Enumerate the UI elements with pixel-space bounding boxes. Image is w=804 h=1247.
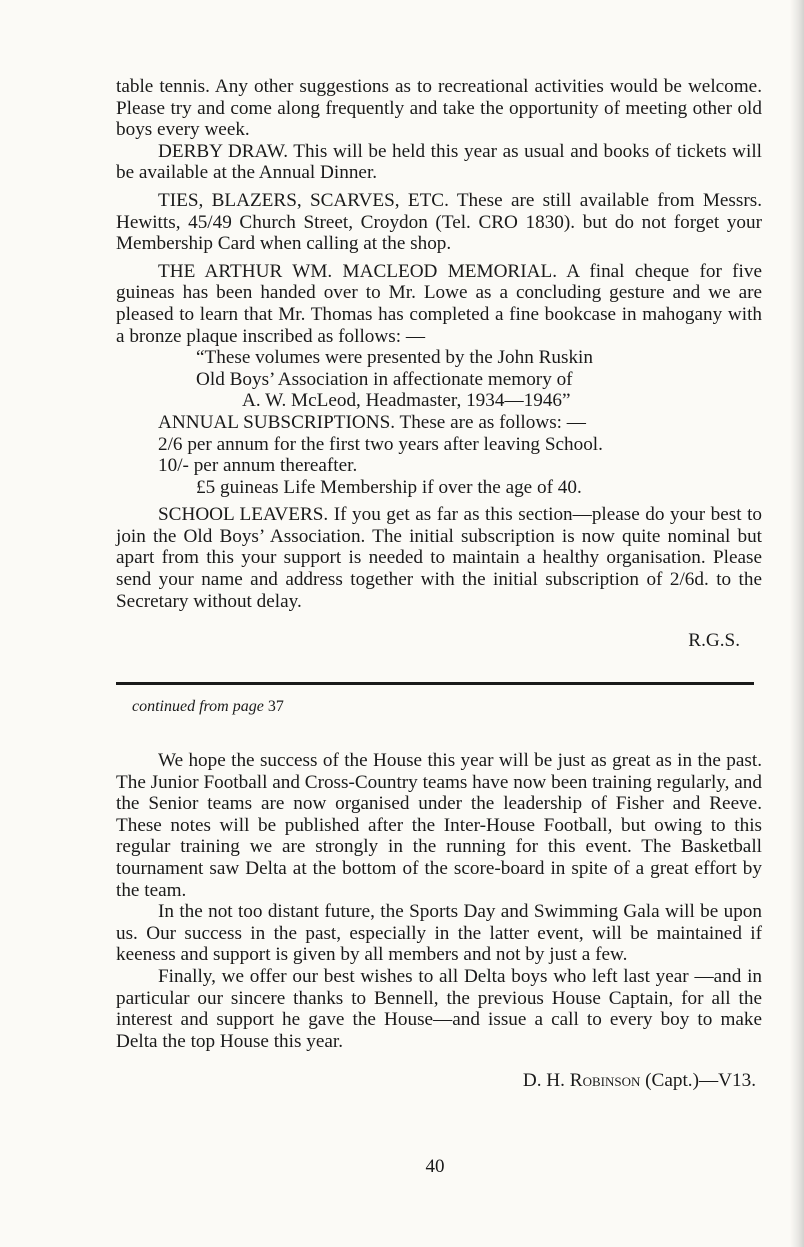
house-notes-section (116, 750, 762, 1092)
inscription-line-1: “These volumes were presented by the John Ruskin (196, 347, 593, 369)
paragraph-ties-blazers: TIES, BLAZERS, SCARVES, ETC. These are still available from Messrs. Hewitts, 45/49 Church Street, Croydon (Tel. CRO 1830). but do not forget your Membership Card when calling at the shop. (116, 189, 762, 255)
continued-page: 37 (267, 698, 284, 715)
subscription-rate-2: 10/- per annum thereafter. (158, 455, 358, 477)
page-number: 40 (425, 1156, 445, 1177)
upper-section (116, 76, 762, 652)
signature-rgs: R.G.S. (688, 630, 740, 652)
paragraph-derby-draw: DERBY DRAW. This will be held this year as usual and books of tickets will be available at the Annual Dinner. (116, 140, 762, 184)
section-divider (116, 682, 754, 685)
subscriptions-heading: ANNUAL SUBSCRIPTIONS. These are as follows: — (158, 411, 586, 433)
signature-surname: Robinson (569, 1070, 641, 1092)
page-edge-shadow (790, 0, 804, 1247)
subscription-rate-1: 2/6 per annum for the first two years after leaving School. (158, 433, 603, 455)
paragraph-school-leavers: SCHOOL LEAVERS. If you get as far as this section—please do your best to join the Old Boys’ Association. The initial subscription is now quite nominal but apart from this your support is needed to maintain a healthy organisation. Please send your name and address together with the initial subscription of 2/6d. to the Secretary without delay. (116, 504, 762, 612)
paragraph-house-success: We hope the success of the House this year will be just as great as in the past. The Junior Football and Cross-Country teams have now been training regularly, and the Senior teams are now organised under the leadership of Fisher and Reeve. These notes will be published after the Inter-House Football, but owing to this regular training we are strongly in the running for this event. The Basketball tournament saw Delta at the bottom of the score-board in spite of a great effort by the team. (116, 750, 762, 901)
paragraph-sports-day: In the not too distant future, the Sports Day and Swimming Gala will be upon us. Our success in the past, especially in the latter event, will be maintained if keeness and support is given by all members and not by just a few. (116, 901, 762, 966)
inscription-line-3: A. W. McLeod, Headmaster, 1934—1946” (242, 390, 571, 412)
paragraph-best-wishes: Finally, we offer our best wishes to all Delta boys who left last year —and in particular our sincere thanks to Bennell, the previous House Captain, for all the interest and support he gave the House—and issue a call to every boy to make Delta the top House this year. (116, 965, 762, 1052)
paragraph-table-tennis: table tennis. Any other suggestions as to recreational activities would be welcome. Please try and come along frequently and take the opportunity of meeting other old boys every week. (116, 76, 762, 141)
inscription-line-2: Old Boys’ Association in affectionate memory of (196, 368, 573, 390)
signature-role: (Capt.)—V13. (640, 1070, 756, 1092)
signature-initials: D. H. (522, 1070, 570, 1092)
paragraph-macleod-memorial: THE ARTHUR WM. MACLEOD MEMORIAL. A final cheque for five guineas has been handed over to Mr. Lowe as a concluding gesture and we are pleased to learn that Mr. Thomas has completed a fine bookcase in mahogany with a bronze plaque inscribed as follows: — (116, 260, 762, 347)
signature-robinson (116, 1070, 762, 1092)
subscription-rate-3: £5 guineas Life Membership if over the age of 40. (196, 476, 582, 498)
continued-label: continued from page (132, 698, 264, 715)
continued-note (132, 698, 284, 716)
